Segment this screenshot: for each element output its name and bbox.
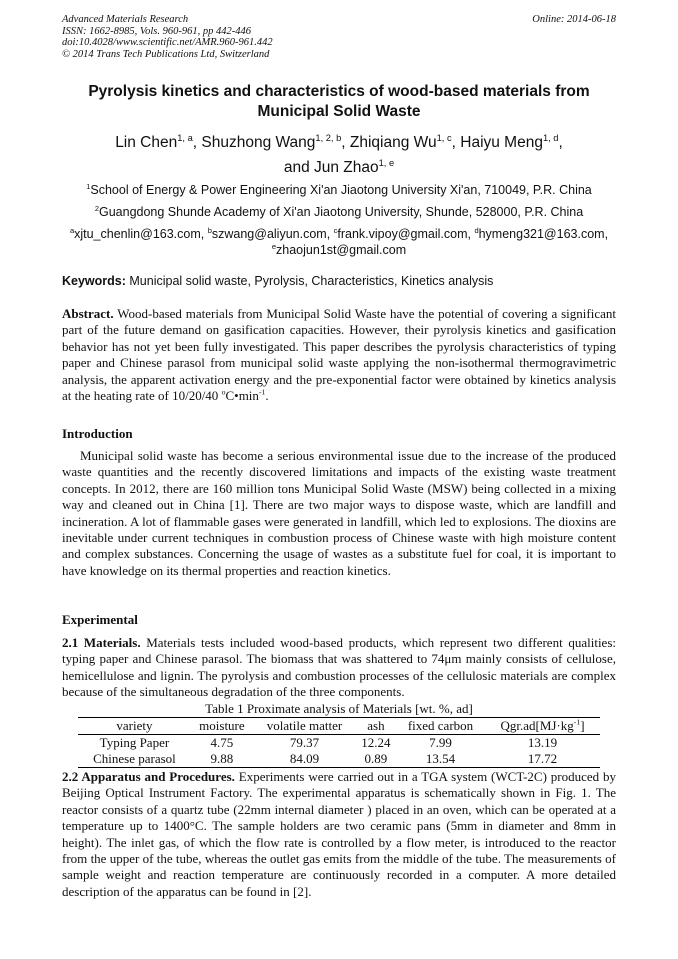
table-cell: 9.88 xyxy=(210,751,234,766)
abstract-text: Wood-based materials from Municipal Solid Waste have the potential of covering a significant part of the future demand on gasification capacities. However, their pyrolysis kinetics and gasification behavior has not yet been fully investigated. This paper describes the pyrolysis characteristics of typing paper and Chinese parasol from municipal solid waste applying the non-isothermal thermogravimetric analysis, the apparent activation energy and the pre-exponential factor were obtained by kinetics analysis at the heating rate of 10/20/40 xyxy=(62,306,616,404)
table-cell: 13.19 xyxy=(527,735,558,750)
table-header-base: Qgr.ad[MJ·kg xyxy=(500,718,574,733)
email-text: zhaojun1st@gmail.com xyxy=(276,243,407,257)
table-header xyxy=(485,718,600,735)
table-row xyxy=(78,735,600,752)
materials-label: 2.1 Materials. xyxy=(62,635,141,650)
author-name: Shuzhong Wang xyxy=(201,134,316,151)
email-list xyxy=(62,226,616,258)
table-header: fixed carbon xyxy=(407,718,474,733)
email-sup: e xyxy=(271,241,277,251)
table-header: volatile matter xyxy=(266,718,343,733)
abstract xyxy=(62,306,616,404)
table-cell: 13.54 xyxy=(425,751,456,766)
affiliation-2 xyxy=(62,204,616,220)
table-cell: 12.24 xyxy=(361,735,391,750)
email-text: xjtu_chenlin@163.com, xyxy=(74,227,208,241)
table-cell: 17.72 xyxy=(527,751,558,766)
proximate-analysis-table xyxy=(78,717,600,768)
email-sup: b xyxy=(207,225,212,235)
author-sup: 1, c xyxy=(436,132,452,143)
email-text: frank.vipoy@gmail.com, xyxy=(337,227,475,241)
online-date: Online: 2014-06-18 xyxy=(532,14,616,25)
introduction-text: Municipal solid waste has become a serious environmental issue due to the increase of the produced waste quantities and the recently discovered limitations and impacts of the existing waste treatment concepts. In 2012, there are 160 million tons Municipal Solid Waste (MSW) being collected in a mixing way and cleaned out in China [1]. There are two major ways to dispose waste, which are landfill and incineration. A lot of flammable gases were generated in landfill, which led to explosions. The dioxins are inevitable under current techniques in combustion process of Chinese waste with high moisture content and complex substances. Concerning the usage of wastes as a substitute fuel for coal, it is important to have knowledge on its thermal properties and reaction kinetics. xyxy=(62,448,616,578)
email-text: hymeng321@163.com, xyxy=(478,227,609,241)
email-sup: a xyxy=(69,225,75,235)
table-cell: 7.99 xyxy=(429,735,452,750)
copyright: © 2014 Trans Tech Publications Ltd, Switzerland xyxy=(62,48,270,60)
journal-name: Advanced Materials Research xyxy=(62,14,189,25)
keywords xyxy=(62,274,616,288)
table-header: moisture xyxy=(199,718,245,733)
author-sup: 1, e xyxy=(378,157,395,168)
table-cell: 84.09 xyxy=(289,751,320,766)
experimental-heading: Experimental xyxy=(62,612,138,627)
table-header: ash xyxy=(367,718,385,733)
journal-header xyxy=(62,14,616,60)
table-caption: Table 1 Proximate analysis of Materials [wt. %, ad] xyxy=(205,701,473,716)
email-sup: c xyxy=(333,225,338,235)
doi: doi:10.4028/www.scientific.net/AMR.960-961.442 xyxy=(62,37,273,48)
table-header-row xyxy=(78,718,600,735)
author-list: Lin Chen$^{1, a}$, Shuzhong Wang$^{1, 2, b}$, Zhiqiang Wu$^{1, c}$, Haiyu Meng$^{1, d}$, and Jun Zhao$^{1, e}$ xyxy=(115,132,563,176)
table-header: variety xyxy=(116,718,153,733)
introduction-heading: Introduction xyxy=(62,426,133,441)
apparatus-section xyxy=(62,769,616,900)
table-cell: Chinese parasol xyxy=(93,751,176,766)
keywords-label: Keywords: xyxy=(62,274,126,288)
abstract-deg: o xyxy=(221,387,226,397)
table-cell: 79.37 xyxy=(289,735,320,750)
paper-title: Pyrolysis kinetics and characteristics of wood-based materials from Municipal Solid Waste xyxy=(88,83,590,120)
author-sup: 1, d xyxy=(542,132,559,143)
table-header-end: ] xyxy=(580,718,585,733)
table-header-sup: -1 xyxy=(573,717,581,727)
author-name: Zhiqiang Wu xyxy=(349,134,437,151)
author-sup: 1, 2, b xyxy=(315,132,342,143)
abstract-label: Abstract. xyxy=(62,306,114,321)
keywords-text: Municipal solid waste, Pyrolysis, Characteristics, Kinetics analysis xyxy=(125,274,494,288)
affiliation-sup: 1 xyxy=(86,181,91,191)
apparatus-text: Experiments were carried out in a TGA system (WCT-2C) produced by Beijing Optical Instrument Factory. The experimental apparatus is schematically shown in Fig. 1. The reactor consists of a quartz tube (22mm internal diameter ) placed in an oven, which can be operated at a temperature up to 1400°C. The sample holders are two ceramic pans (5mm in diameter and 8mm in height). The inlet gas, of which the flow rate is controlled by a flow meter, is introduced to the reactor from the upper of the tube, whereas the outlet gas emits from the middle of the tube. The measurements of sample weight and reaction temperature are continuously recorded in a computer. A more detailed description of the apparatus can be found in [2]. xyxy=(62,769,616,899)
abstract-end: . xyxy=(265,388,269,404)
materials-text: Materials tests included wood-based products, which represent two different qualities: typing paper and Chinese parasol. The biomass that was shattered to 74μm mainly consists of cellulose, hemicellulose and lignin. The pyrolysis and combustion processes of the cellulosic materials are complex because of the simultaneous degradation of the three components. xyxy=(62,635,617,700)
affiliation-text: School of Energy & Power Engineering Xi'an Jiaotong University Xi'an, 710049, P.R. China xyxy=(90,183,592,197)
author-name: Haiyu Meng xyxy=(460,134,543,151)
author-name: Lin Chen xyxy=(115,134,178,151)
abstract-unit: C•min xyxy=(225,388,259,404)
email-sup: d xyxy=(474,225,479,235)
table-cell: 4.75 xyxy=(210,735,234,750)
table-row xyxy=(78,751,600,768)
materials-section xyxy=(62,635,616,701)
issn: ISSN: 1662-8985, Vols. 960-961, pp 442-446 xyxy=(62,25,251,37)
affiliation-sup: 2 xyxy=(94,203,99,213)
affiliation-1 xyxy=(62,182,616,198)
apparatus-label: 2.2 Apparatus and Procedures. xyxy=(62,769,235,784)
table-cell: Typing Paper xyxy=(99,735,170,750)
table-cell: 0.89 xyxy=(364,751,388,766)
affiliation-text: Guangdong Shunde Academy of Xi'an Jiaotong University, Shunde, 528000, P.R. China xyxy=(98,205,584,219)
email-text: szwang@aliyun.com, xyxy=(211,227,334,241)
author-sup: 1, a xyxy=(177,132,193,143)
author-name: and Jun Zhao xyxy=(283,159,379,176)
abstract-exp: -1 xyxy=(258,387,266,397)
